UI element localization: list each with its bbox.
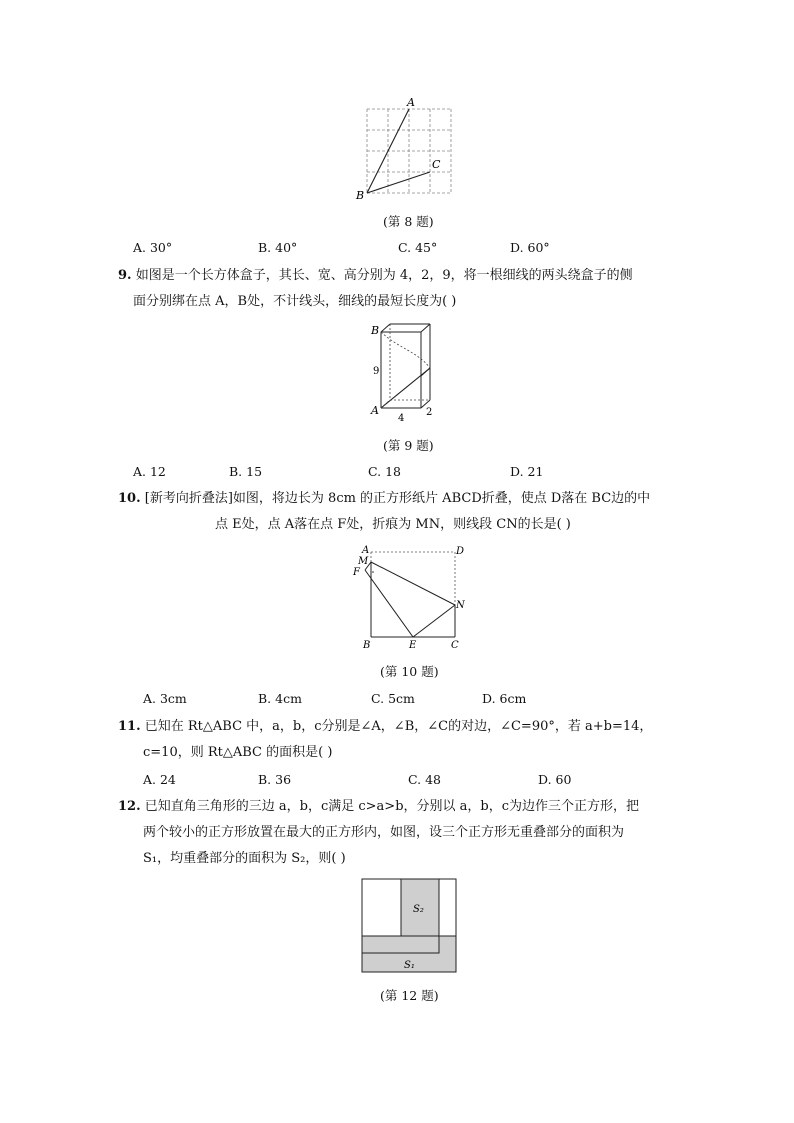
q11-option-b[interactable]: B. 36 — [258, 772, 292, 787]
q11-line1: 已知在 Rt△ABC 中，a，b，c分别是∠A，∠B，∠C的对边，∠C=90°，若 a+b=14， — [144, 719, 653, 734]
q8-option-a[interactable]: A. 30° — [133, 240, 173, 255]
label-a: A — [407, 96, 415, 109]
q10-option-c[interactable]: C. 5cm — [371, 691, 415, 706]
q8-option-d[interactable]: D. 60° — [510, 240, 550, 255]
q9-line2: 面分别绑在点 A，B处，不计线头，细线的最短长度为( ) — [133, 294, 457, 309]
q12-line1: 已知直角三角形的三边 a，b，c满足 c>a>b，分别以 a，b，c为边作三个正方形，把 — [144, 799, 640, 814]
q11-option-a[interactable]: A. 24 — [143, 772, 176, 787]
label-b: B — [371, 324, 380, 337]
q11-stem-line1 — [118, 718, 652, 736]
q11-option-c[interactable]: C. 48 — [408, 772, 441, 787]
q9-option-d[interactable]: D. 21 — [510, 464, 544, 479]
q10-caption: (第 10 题) — [380, 664, 439, 679]
label-m: M — [358, 556, 369, 567]
q12-line2: 两个较小的正方形放置在最大的正方形内，如图，设三个正方形无重叠部分的面积为 — [143, 825, 625, 840]
q9-line1: 如图是一个长方体盒子，其长、宽、高分别为 4，2，9，将一根细线的两头绕盒子的侧 — [135, 268, 633, 283]
q12-line3: S₁，均重叠部分的面积为 S₂，则( ) — [143, 851, 346, 866]
label-a: A — [371, 404, 379, 417]
label-n: N — [456, 600, 465, 611]
q8-grid-figure — [350, 95, 460, 205]
q9-caption: (第 9 题) — [383, 438, 434, 453]
label-length: 4 — [398, 413, 405, 424]
label-b: B — [356, 189, 365, 202]
label-b: B — [363, 640, 371, 651]
q8-option-b[interactable]: B. 40° — [258, 240, 298, 255]
label-d: D — [456, 546, 465, 557]
q9-option-c[interactable]: C. 18 — [368, 464, 401, 479]
q9-option-a[interactable]: A. 12 — [133, 464, 166, 479]
q10-number: 10. — [118, 491, 141, 506]
q10-stem-line1 — [118, 490, 650, 508]
q10-line1: [新考向折叠法]如图，将边长为 8cm 的正方形纸片 ABCD折叠，使点 D落在 BC边的中 — [144, 491, 651, 506]
label-s1: S₁ — [404, 960, 415, 971]
q10-option-d[interactable]: D. 6cm — [482, 691, 527, 706]
label-f: F — [353, 567, 360, 578]
label-e: E — [409, 640, 417, 651]
q9-option-b[interactable]: B. 15 — [229, 464, 263, 479]
q12-stem-line1 — [118, 798, 639, 816]
q10-line2: 点 E处，点 A落在点 F处，折痕为 MN，则线段 CN的长是( ) — [215, 517, 571, 532]
q10-option-a[interactable]: A. 3cm — [143, 691, 187, 706]
label-c: C — [451, 640, 459, 651]
q8-caption: (第 8 题) — [383, 214, 434, 229]
q9-stem-line1 — [118, 267, 633, 285]
q9-number: 9. — [118, 268, 132, 283]
q12-squares-figure — [360, 876, 460, 976]
label-height: 9 — [373, 366, 380, 377]
q12-number: 12. — [118, 799, 141, 814]
label-c: C — [432, 158, 441, 171]
q11-number: 11. — [118, 719, 141, 734]
q11-option-d[interactable]: D. 60 — [538, 772, 572, 787]
q12-caption: (第 12 题) — [380, 988, 439, 1003]
q8-option-c[interactable]: C. 45° — [398, 240, 438, 255]
label-s2: S₂ — [413, 904, 424, 915]
q11-line2: c=10，则 Rt△ABC 的面积是( ) — [143, 745, 333, 760]
label-width: 2 — [426, 407, 433, 418]
label-a: A — [362, 545, 370, 556]
q9-box-figure — [368, 318, 438, 426]
q10-option-b[interactable]: B. 4cm — [258, 691, 302, 706]
q10-fold-figure — [348, 542, 473, 654]
